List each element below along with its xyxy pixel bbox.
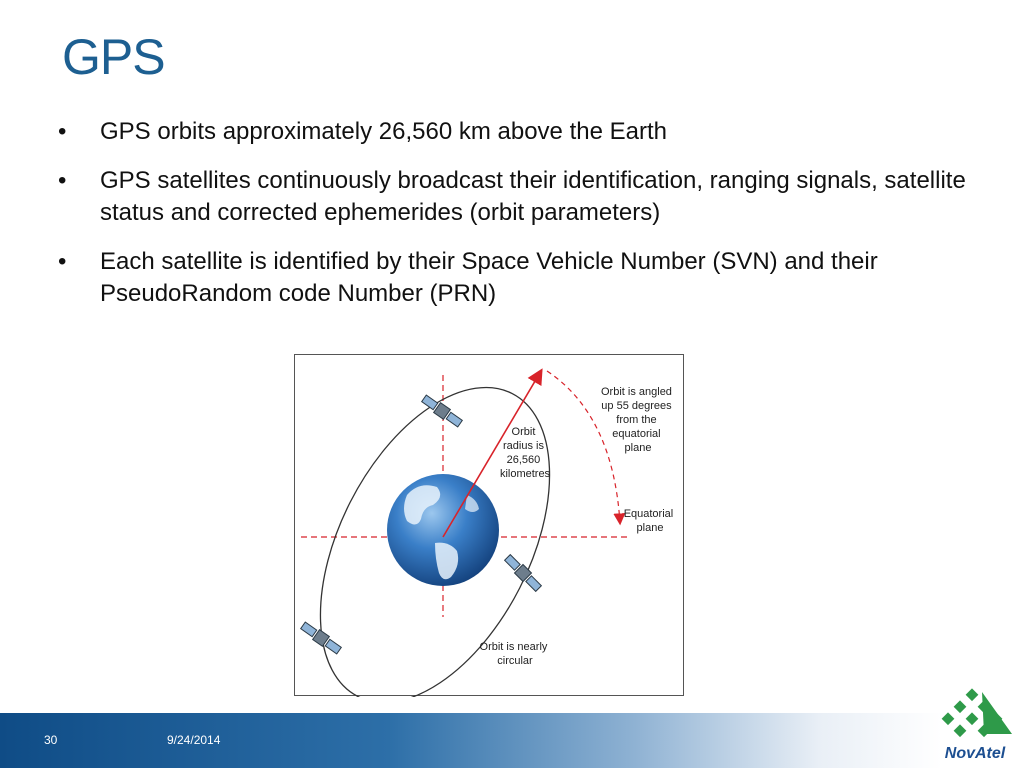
earth-globe-icon xyxy=(387,474,499,586)
bullet-item xyxy=(58,116,978,148)
bullet-dot: • xyxy=(58,167,67,194)
orbit-radius-label: Orbit radius is 26,560 kilometres xyxy=(499,426,551,480)
brand-name: NovAtel xyxy=(944,745,1006,762)
bullet-item xyxy=(58,246,978,310)
bullet-list xyxy=(58,116,978,327)
slide-number: 30 xyxy=(44,733,58,747)
slide-title: GPS xyxy=(62,29,165,85)
bullet-item xyxy=(58,165,978,229)
bullet-text: GPS satellites continuously broadcast their identification, ranging signals, satellite status and corrected ephemerides (orbit parameters) xyxy=(100,167,966,226)
bullet-dot: • xyxy=(58,118,67,145)
gps-orbit-diagram xyxy=(294,354,684,696)
bullet-text: Each satellite is identified by their Space Vehicle Number (SVN) and their PseudoRandom code Number (PRN) xyxy=(100,248,878,307)
bullet-dot: • xyxy=(58,248,67,275)
orbit-angle-label: Orbit is angled up 55 degrees from the equatorial plane xyxy=(601,386,672,454)
footer-bar xyxy=(0,713,1024,768)
slide-date: 9/24/2014 xyxy=(167,733,221,747)
satellite-icon xyxy=(503,553,543,593)
orbit-diagram-canvas xyxy=(295,355,685,697)
satellite-icon xyxy=(421,393,464,428)
bullet-text: GPS orbits approximately 26,560 km above the Earth xyxy=(100,118,667,145)
nearly-circular-label: Orbit is nearly circular xyxy=(479,641,548,667)
equatorial-plane-label: Equatorial plane xyxy=(623,508,674,534)
novatel-logo-icon xyxy=(932,684,1018,764)
